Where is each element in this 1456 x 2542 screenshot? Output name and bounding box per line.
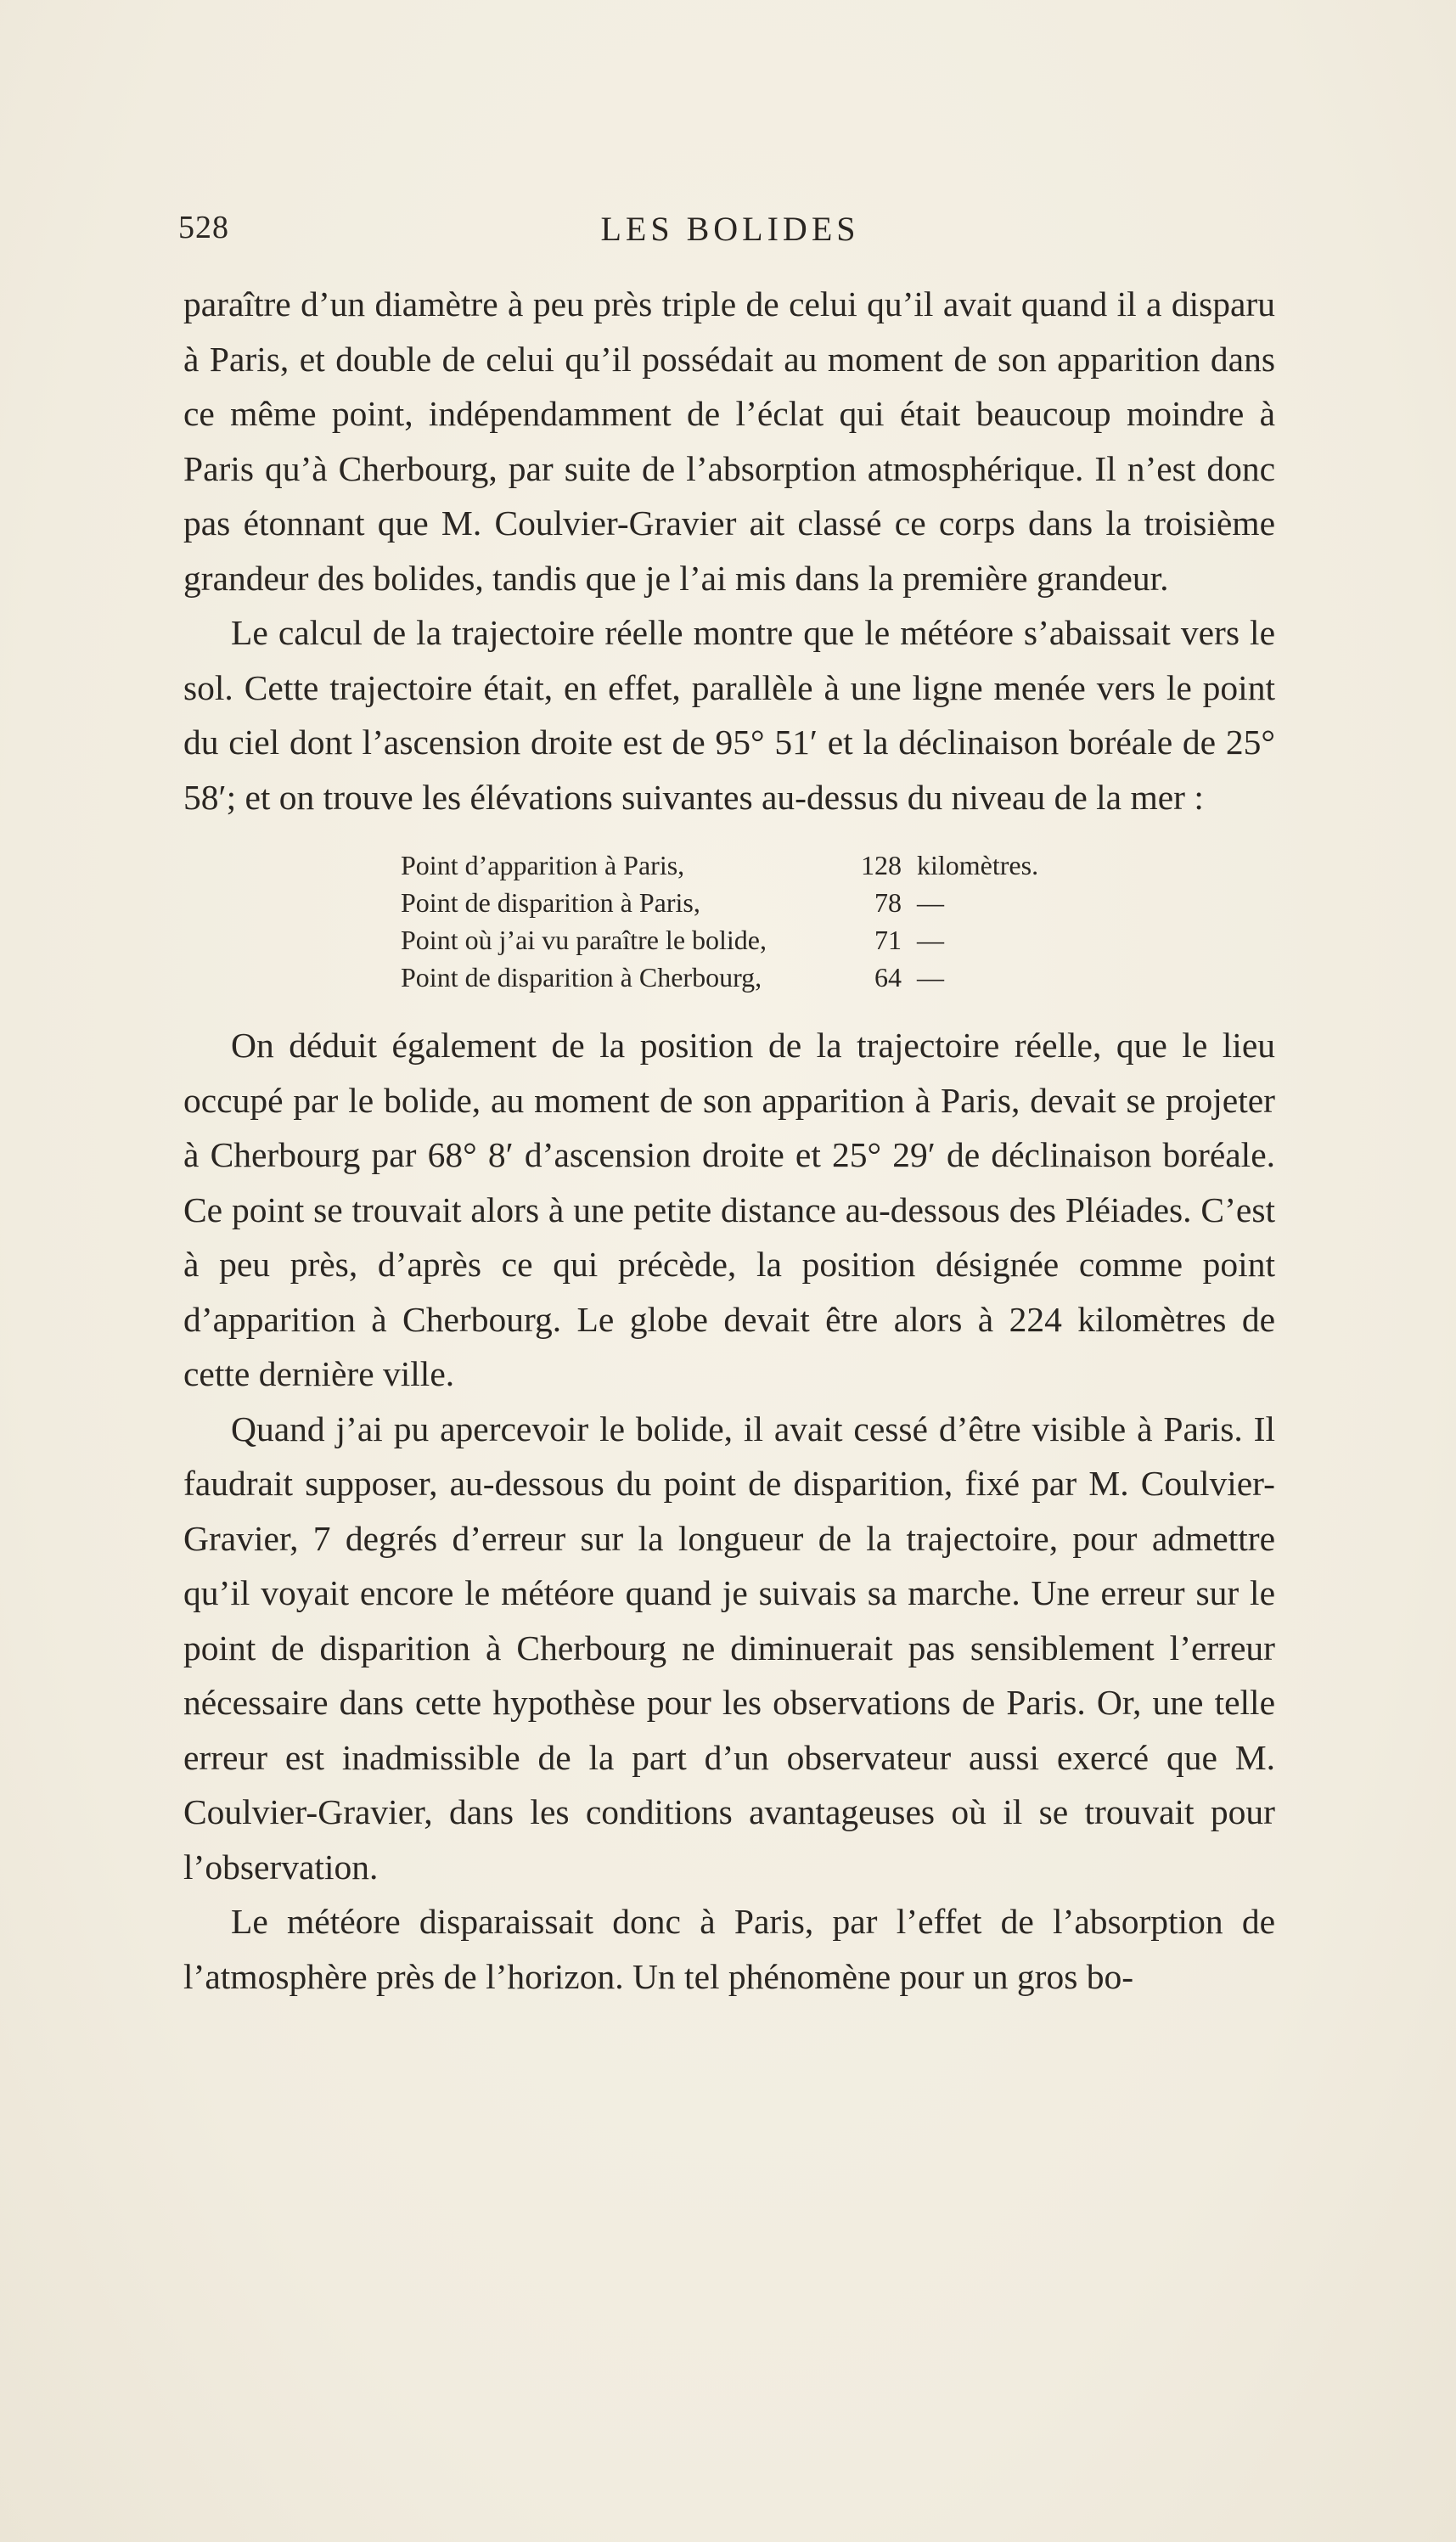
elevation-row bbox=[183, 846, 1275, 884]
elevation-unit: — bbox=[917, 925, 944, 955]
paragraph-2: Le calcul de la trajectoire réelle montre que le météore s’abaissait vers le sol. Cette trajectoire était, en effet, parallèle à une ligne menée vers le point du ciel dont l’ascension droite est de 95° 51′ et la déclinaison boréale de 25° 58′; et on trouve les élévations suivantes au-dessus du niveau de la mer : bbox=[183, 613, 1275, 817]
elevation-label: Point d’apparition à Paris, bbox=[401, 850, 685, 880]
elevation-row bbox=[183, 884, 1275, 921]
paragraph-4: Quand j’ai pu apercevoir le bolide, il avait cessé d’être visible à Paris. Il faudrait supposer, au-dessous du point de disparition, fixé par M. Coulvier-Gravier, 7 degrés d’erreur sur la longueur de la trajectoire, pour admettre qu’il voyait encore le météore quand je suivais sa marche. Une erreur sur le point de disparition à Cherbourg ne diminuerait pas sensiblement l’erreur nécessaire dans cette hypothèse pour les observations de Paris. Or, une telle erreur est inadmissible de la part d’un observateur aussi exercé que M. Coulvier-Gravier, dans les conditions avantageuses où il se trouvait pour l’observation. bbox=[183, 1409, 1275, 1887]
elevation-value: 64 bbox=[874, 962, 902, 993]
elevation-unit: — bbox=[917, 962, 944, 993]
elevation-label: Point de disparition à Paris, bbox=[401, 887, 700, 918]
running-head: LES BOLIDES bbox=[600, 210, 860, 248]
paragraph-5: Le météore disparaissait donc à Paris, par l’effet de l’absorption de l’atmosphère près de l’horizon. Un tel phénomène pour un gros bo- bbox=[183, 1902, 1275, 1996]
elevation-row bbox=[183, 921, 1275, 959]
elevation-label: Point de disparition à Cherbourg, bbox=[401, 962, 762, 993]
elevation-unit: kilomètres. bbox=[917, 850, 1039, 880]
page-body bbox=[183, 277, 1275, 2004]
elevation-table bbox=[183, 846, 1275, 996]
elevation-value: 71 bbox=[874, 925, 902, 955]
elevation-unit: — bbox=[917, 887, 944, 918]
elevation-label: Point où j’ai vu paraître le bolide, bbox=[401, 925, 767, 955]
page-number: 528 bbox=[178, 210, 229, 245]
elevation-row bbox=[183, 959, 1275, 996]
page-header bbox=[178, 209, 1282, 260]
paragraph-1: paraître d’un diamètre à peu près triple de celui qu’il avait quand il a disparu à Paris, et double de celui qu’il possédait au moment de son apparition dans ce même point, indépendamment de l’éclat qui était beaucoup moindre à Paris qu’à Cherbourg, par suite de l’absorption atmosphérique. Il n’est donc pas étonnant que M. Coulvier-Gravier ait classé ce corps dans la troisième grandeur des bolides, tandis que je l’ai mis dans la première grandeur. bbox=[183, 284, 1275, 598]
paragraph-3: On déduit également de la position de la trajectoire réelle, que le lieu occupé par le bolide, au moment de son apparition à Paris, devait se projeter à Cherbourg par 68° 8′ d’ascension droite et 25° 29′ de déclinaison boréale. Ce point se trouvait alors à une petite distance au-dessous des Pléiades. C’est à peu près, d’après ce qui précède, la position désignée comme point d’apparition à Cherbourg. Le globe devait être alors à 224 kilomètres de cette dernière ville. bbox=[183, 1026, 1275, 1393]
elevation-value: 78 bbox=[874, 887, 902, 918]
elevation-value: 128 bbox=[861, 850, 902, 880]
